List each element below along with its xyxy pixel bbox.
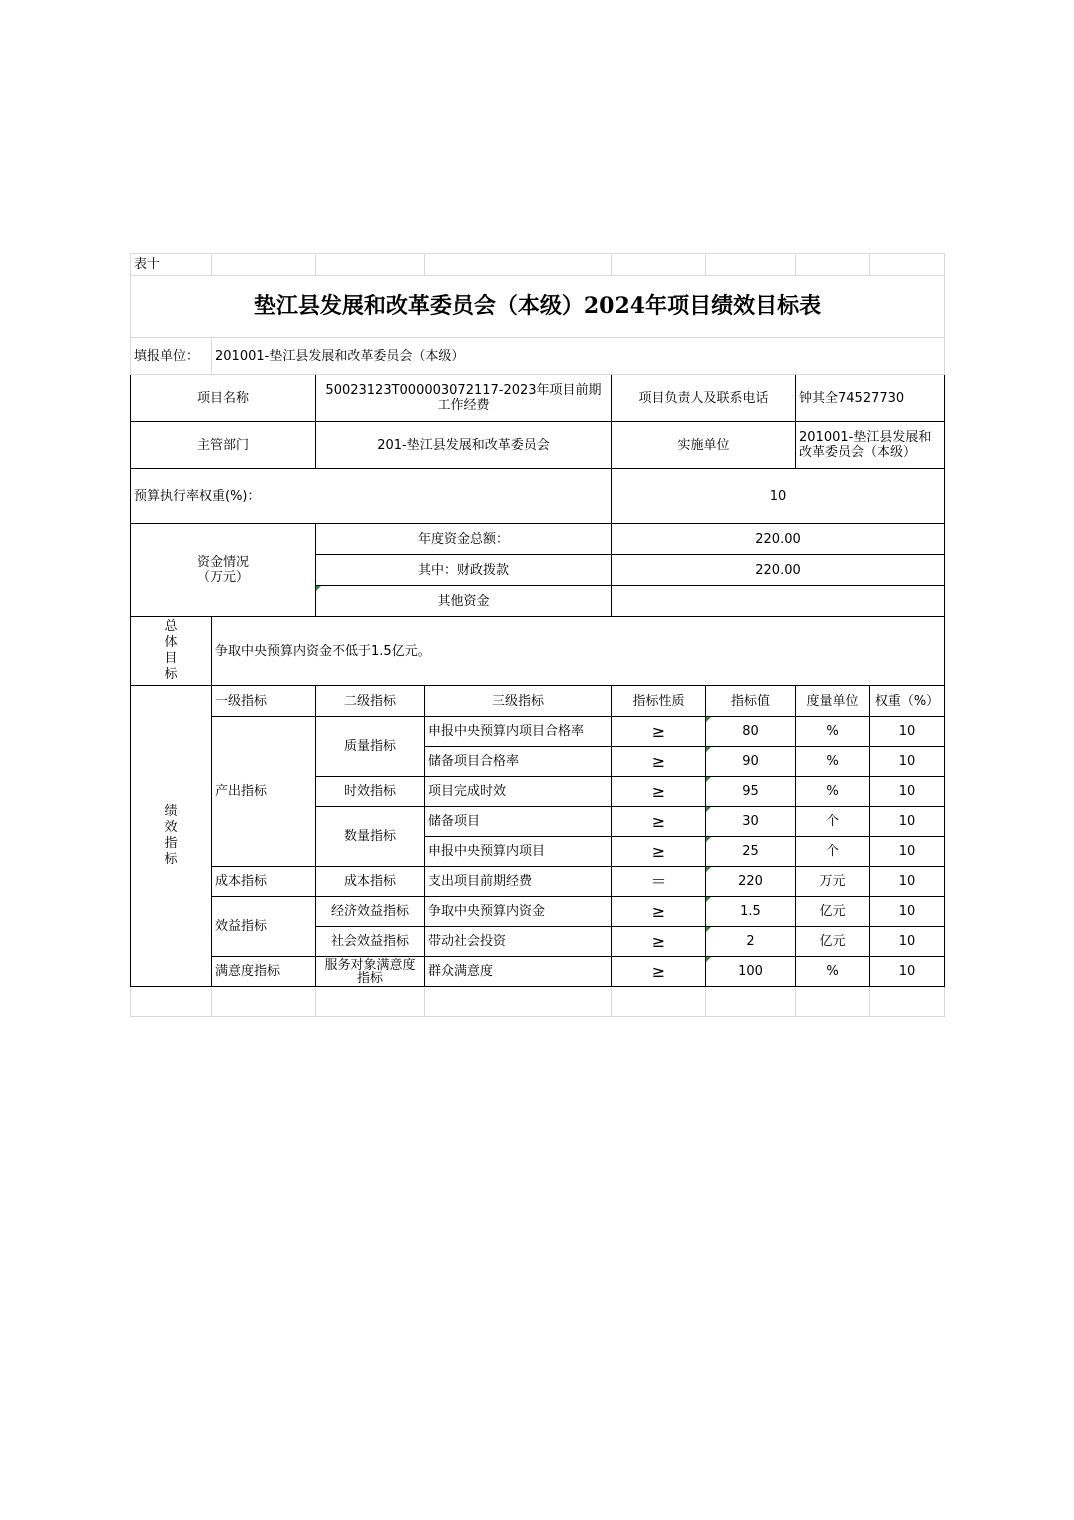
contact-label: 项目负责人及联系电话 — [612, 375, 796, 422]
indicator-value: 100 — [706, 957, 796, 987]
annual-funds-value: 220.00 — [612, 524, 945, 555]
indicator-nature: ≥ — [612, 747, 706, 777]
implementing-unit-label: 实施单位 — [612, 422, 796, 469]
indicator-name: 储备项目合格率 — [425, 747, 612, 777]
sub-quality: 质量指标 — [316, 717, 425, 777]
indicator-name: 带动社会投资 — [425, 927, 612, 957]
indicator-name: 争取中央预算内资金 — [425, 897, 612, 927]
indicator-unit: 个 — [796, 837, 870, 867]
table-row — [131, 897, 945, 927]
department-row — [131, 422, 945, 469]
implementing-unit-value: 201001-垫江县发展和改革委员会（本级） — [796, 422, 945, 469]
indicator-name: 申报中央预算内项目 — [425, 837, 612, 867]
indicator-name: 申报中央预算内项目合格率 — [425, 717, 612, 747]
department-value: 201-垫江县发展和改革委员会 — [316, 422, 612, 469]
indicator-weight: 10 — [870, 717, 945, 747]
annual-funds-label: 年度资金总额： — [316, 524, 612, 555]
sub-service: 服务对象满意度指标 — [316, 957, 425, 987]
sub-timeliness: 时效指标 — [316, 777, 425, 807]
indicator-nature: ≥ — [612, 927, 706, 957]
performance-target-table — [130, 253, 945, 1017]
indicator-value: 95 — [706, 777, 796, 807]
table-row — [131, 717, 945, 747]
department-label: 主管部门 — [131, 422, 316, 469]
header-level3: 三级指标 — [425, 686, 612, 717]
indicator-weight: 10 — [870, 747, 945, 777]
budget-rate-value: 10 — [612, 469, 945, 524]
contact-value: 钟其全74527730 — [796, 375, 945, 422]
indicator-label: 绩 效 指 标 — [131, 686, 212, 987]
group-output: 产出指标 — [212, 717, 316, 867]
group-cost: 成本指标 — [212, 867, 316, 897]
indicator-unit: 亿元 — [796, 897, 870, 927]
group-satisfaction: 满意度指标 — [212, 957, 316, 987]
budget-rate-label: 预算执行率权重(%)： — [131, 469, 612, 524]
project-name-value: 50023123T000003072117-2023年项目前期工作经费 — [316, 375, 612, 422]
indicator-nature: ≥ — [612, 717, 706, 747]
overall-goal-text: 争取中央预算内资金不低于1.5亿元。 — [212, 617, 945, 686]
indicator-unit: 亿元 — [796, 927, 870, 957]
indicator-name: 群众满意度 — [425, 957, 612, 987]
table-number: 表十 — [131, 254, 212, 276]
indicator-weight: 10 — [870, 777, 945, 807]
blank-row — [131, 987, 945, 1017]
sub-quantity: 数量指标 — [316, 807, 425, 867]
indicator-unit: % — [796, 957, 870, 987]
table-row — [131, 957, 945, 987]
reporting-unit-value: 201001-垫江县发展和改革委员会（本级） — [212, 338, 945, 375]
indicator-value: 30 — [706, 807, 796, 837]
header-nature: 指标性质 — [612, 686, 706, 717]
indicator-nature: ≥ — [612, 807, 706, 837]
performance-target-sheet — [130, 253, 944, 1017]
table-number-row — [131, 254, 945, 276]
project-name-row — [131, 375, 945, 422]
indicator-unit: % — [796, 777, 870, 807]
indicator-value: 1.5 — [706, 897, 796, 927]
indicator-name: 储备项目 — [425, 807, 612, 837]
indicator-value: 25 — [706, 837, 796, 867]
indicator-weight: 10 — [870, 867, 945, 897]
indicator-header-row — [131, 686, 945, 717]
budget-rate-row — [131, 469, 945, 524]
other-funds-label: 其他资金 — [316, 586, 612, 617]
fiscal-funds-label: 其中：财政拨款 — [316, 555, 612, 586]
indicator-weight: 10 — [870, 927, 945, 957]
indicator-unit: 个 — [796, 807, 870, 837]
sub-cost: 成本指标 — [316, 867, 425, 897]
indicator-value: 80 — [706, 717, 796, 747]
project-name-label: 项目名称 — [131, 375, 316, 422]
header-unit: 度量单位 — [796, 686, 870, 717]
header-level1: 一级指标 — [212, 686, 316, 717]
other-funds-value — [612, 586, 945, 617]
sub-economic: 经济效益指标 — [316, 897, 425, 927]
indicator-weight: 10 — [870, 897, 945, 927]
sub-social: 社会效益指标 — [316, 927, 425, 957]
indicator-name: 项目完成时效 — [425, 777, 612, 807]
overall-goal-label: 总 体 目 标 — [131, 617, 212, 686]
header-value: 指标值 — [706, 686, 796, 717]
indicator-name: 支出项目前期经费 — [425, 867, 612, 897]
indicator-weight: 10 — [870, 807, 945, 837]
title-row — [131, 276, 945, 338]
overall-goal-row — [131, 617, 945, 686]
indicator-value: 2 — [706, 927, 796, 957]
indicator-nature: ≥ — [612, 957, 706, 987]
funds-unit: （万元） — [196, 570, 249, 585]
funds-annual-row — [131, 524, 945, 555]
indicator-weight: 10 — [870, 957, 945, 987]
indicator-nature: ≥ — [612, 837, 706, 867]
page-title: 垫江县发展和改革委员会（本级）2024年项目绩效目标表 — [131, 276, 945, 338]
fiscal-funds-value: 220.00 — [612, 555, 945, 586]
indicator-value: 90 — [706, 747, 796, 777]
header-level2: 二级指标 — [316, 686, 425, 717]
indicator-nature: ＝ — [612, 867, 706, 897]
table-row — [131, 867, 945, 897]
header-weight: 权重（%） — [870, 686, 945, 717]
reporting-unit-label: 填报单位： — [131, 338, 212, 375]
indicator-unit: % — [796, 747, 870, 777]
funds-label: 资金情况 — [196, 555, 249, 570]
indicator-unit: 万元 — [796, 867, 870, 897]
indicator-weight: 10 — [870, 837, 945, 867]
indicator-unit: % — [796, 717, 870, 747]
funds-label-cell — [131, 524, 316, 617]
indicator-nature: ≥ — [612, 777, 706, 807]
reporting-unit-row — [131, 338, 945, 375]
indicator-nature: ≥ — [612, 897, 706, 927]
group-benefit: 效益指标 — [212, 897, 316, 957]
indicator-value: 220 — [706, 867, 796, 897]
